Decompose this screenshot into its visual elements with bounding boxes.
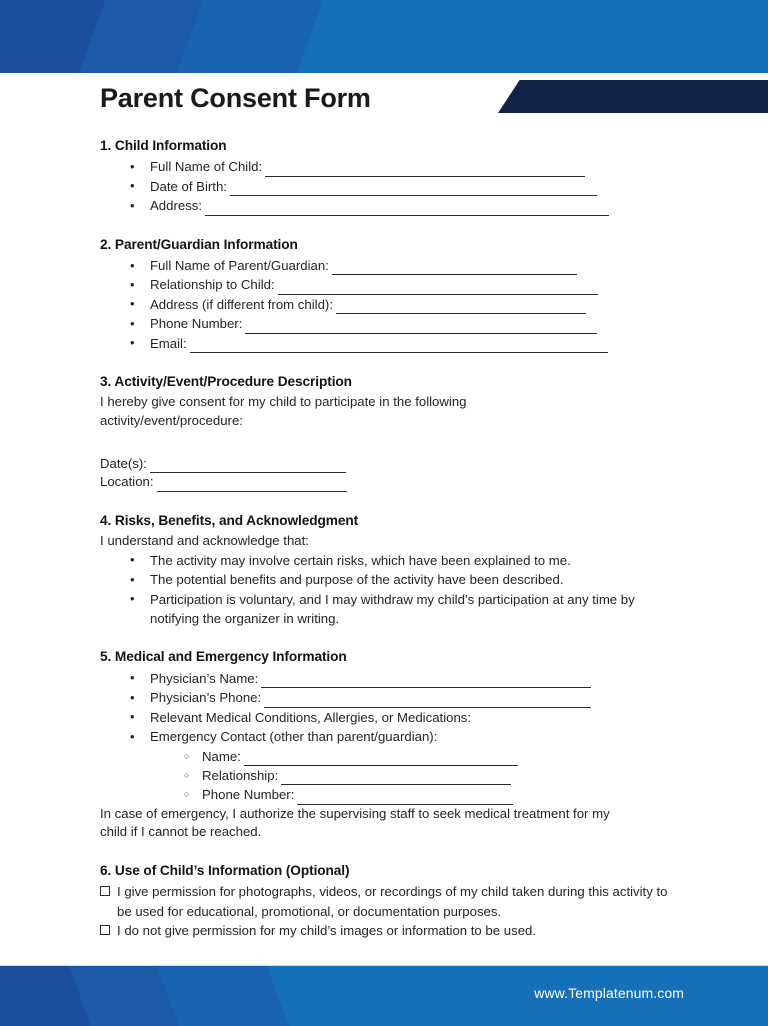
footer-banner bbox=[0, 965, 768, 1026]
section-child-information bbox=[100, 136, 680, 216]
section-use-of-information bbox=[100, 861, 680, 941]
field-label: Relationship to Child: bbox=[150, 277, 275, 293]
field-label: Full Name of Child: bbox=[150, 159, 263, 175]
checkbox-icon[interactable] bbox=[100, 925, 110, 935]
field-rule[interactable] bbox=[281, 772, 511, 785]
list-item bbox=[100, 669, 680, 688]
emergency-closing-line-1: In case of emergency, I authorize the supervising staff to seek medical treatment for my bbox=[100, 805, 610, 821]
field-rule[interactable] bbox=[264, 695, 591, 708]
field-rule[interactable] bbox=[190, 340, 608, 353]
section-heading: 5. Medical and Emergency Information bbox=[100, 649, 347, 665]
field-rule[interactable] bbox=[244, 753, 518, 766]
checkbox-icon[interactable] bbox=[100, 886, 110, 896]
list-item bbox=[100, 334, 680, 353]
field-label: Full Name of Parent/Guardian: bbox=[150, 258, 329, 274]
consent-option-row[interactable] bbox=[100, 921, 680, 940]
emergency-closing-line-2: child if I cannot be reached. bbox=[100, 824, 262, 840]
consent-option-label: I give permission for photographs, videos, or recordings of my child taken during this activity to be used for educational, promotional, or documentation purposes. bbox=[117, 884, 668, 919]
list-item bbox=[100, 295, 680, 314]
footer-band-light-stripe bbox=[157, 966, 289, 1026]
field-rule[interactable] bbox=[261, 675, 591, 688]
consent-option-label: I do not give permission for my child’s images or information to be used. bbox=[117, 923, 537, 939]
field-label: Date(s): bbox=[100, 455, 147, 471]
list-item: • The potential benefits and purpose of the activity have been described. bbox=[100, 570, 680, 589]
sub-list-item bbox=[100, 785, 680, 804]
field-rule[interactable] bbox=[205, 203, 609, 216]
list-item: • Relevant Medical Conditions, Allergies, or Medications: bbox=[100, 708, 680, 727]
list-item bbox=[100, 688, 680, 707]
emergency-contact-sublist bbox=[100, 747, 680, 805]
activity-date-field bbox=[100, 455, 680, 474]
document-body bbox=[100, 136, 680, 941]
section-medical-emergency bbox=[100, 647, 680, 841]
list-item bbox=[100, 196, 680, 215]
risks-intro: I understand and acknowledge that: bbox=[100, 533, 309, 549]
consent-option-row[interactable] bbox=[100, 882, 680, 921]
section-risks-benefits bbox=[100, 511, 680, 629]
field-label: Relationship: bbox=[202, 767, 279, 783]
activity-intro-line-2: activity/event/procedure: bbox=[100, 413, 243, 429]
field-label: Phone Number: bbox=[202, 787, 295, 803]
medical-list bbox=[100, 669, 680, 747]
field-label: Location: bbox=[100, 474, 154, 490]
risks-list bbox=[100, 551, 680, 629]
section-heading: 6. Use of Child’s Information (Optional) bbox=[100, 862, 350, 878]
list-item bbox=[100, 275, 680, 294]
page-title: Parent Consent Form bbox=[100, 83, 371, 113]
header-banner bbox=[0, 0, 768, 73]
field-label: Physician’s Name: bbox=[150, 670, 259, 686]
field-label: Address: bbox=[150, 198, 203, 214]
header-band-light-stripe bbox=[177, 0, 324, 73]
field-label: Date of Birth: bbox=[150, 178, 227, 194]
field-rule[interactable] bbox=[157, 479, 347, 492]
list-item: • The activity may involve certain risks, which have been explained to me. bbox=[100, 551, 680, 570]
field-rule[interactable] bbox=[230, 183, 597, 196]
list-item: • Emergency Contact (other than parent/guardian): bbox=[100, 727, 680, 746]
field-rule[interactable] bbox=[150, 460, 346, 473]
activity-intro-line-1: I hereby give consent for my child to participate in the following bbox=[100, 394, 467, 410]
field-label: Physician’s Phone: bbox=[150, 690, 262, 706]
field-rule[interactable] bbox=[278, 282, 598, 295]
footer-website-url[interactable]: www.Templatenum.com bbox=[534, 985, 684, 1001]
list-item bbox=[100, 314, 680, 333]
section-parent-guardian-information bbox=[100, 235, 680, 353]
list-item bbox=[100, 157, 680, 176]
field-label: Address (if different from child): bbox=[150, 296, 333, 312]
field-rule[interactable] bbox=[332, 262, 577, 275]
section-heading: 4. Risks, Benefits, and Acknowledgment bbox=[100, 512, 359, 528]
child-information-list bbox=[100, 157, 680, 215]
spacer bbox=[100, 431, 680, 455]
list-item bbox=[100, 177, 680, 196]
list-item bbox=[100, 256, 680, 275]
field-label: Email: bbox=[150, 335, 187, 351]
field-rule[interactable] bbox=[265, 164, 585, 177]
field-label: Phone Number: bbox=[150, 316, 243, 332]
parent-guardian-list bbox=[100, 256, 680, 353]
title-accent-chevron bbox=[498, 80, 768, 113]
activity-location-field bbox=[100, 473, 680, 492]
section-heading: 3. Activity/Event/Procedure Description bbox=[100, 374, 352, 390]
field-rule[interactable] bbox=[245, 321, 597, 334]
sub-list-item bbox=[100, 747, 680, 766]
list-item: • Participation is voluntary, and I may withdraw my child’s participation at any time by notifying the organizer in writing. bbox=[100, 590, 680, 629]
field-label: Name: bbox=[202, 748, 241, 764]
section-activity-description bbox=[100, 372, 680, 492]
field-rule[interactable] bbox=[336, 301, 586, 314]
section-heading: 2. Parent/Guardian Information bbox=[100, 236, 298, 252]
field-rule[interactable] bbox=[297, 792, 513, 805]
section-heading: 1. Child Information bbox=[100, 138, 227, 153]
sub-list-item bbox=[100, 766, 680, 785]
